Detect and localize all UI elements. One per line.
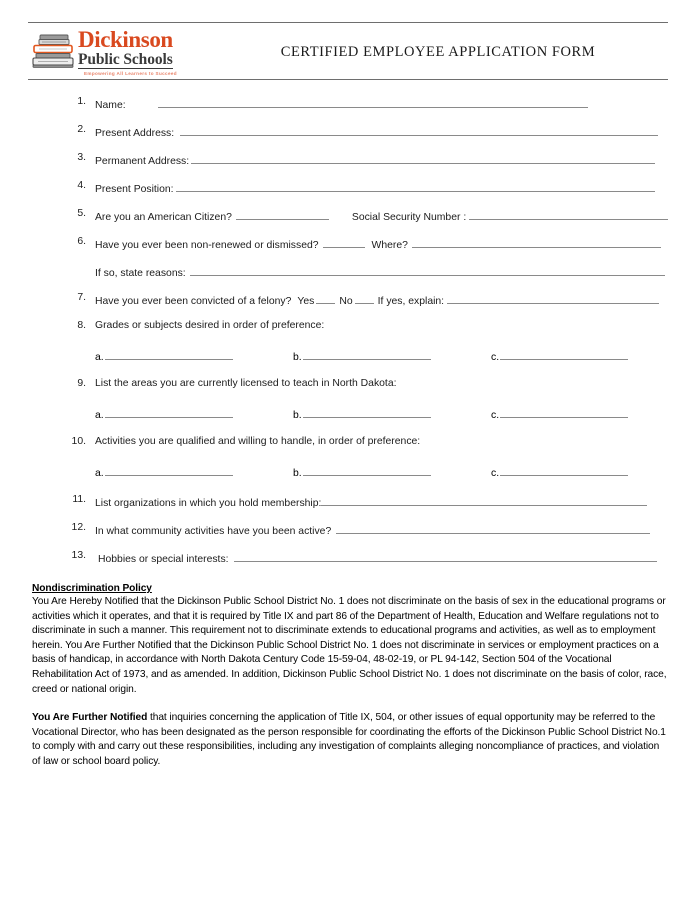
option-a-input-rule[interactable] <box>105 464 233 476</box>
felony-yes-label: Yes <box>297 296 315 307</box>
option-a: a. <box>95 406 234 421</box>
option-b: b. <box>293 348 432 363</box>
logo-tagline: Empowering All Learners to Succeed <box>84 71 177 76</box>
nonrenewed-input-rule[interactable] <box>323 236 365 248</box>
item-number: 4. <box>77 180 86 191</box>
felony-explain-input-rule[interactable] <box>447 292 659 304</box>
ssn-input-rule[interactable] <box>469 208 668 220</box>
activities-options <box>0 460 696 490</box>
form-row-felony <box>0 288 696 316</box>
name-input-rule[interactable] <box>158 96 588 108</box>
logo-wordmark <box>78 29 202 78</box>
item-label: Have you ever been convicted of a felony? Yes No If yes, explain: <box>95 292 660 307</box>
form-row-community-activities <box>0 518 696 546</box>
felony-no-checkbox-rule[interactable] <box>355 292 374 304</box>
form-row-activities-qualified <box>0 432 696 460</box>
application-form <box>0 92 696 574</box>
form-row-reasons <box>0 260 696 288</box>
option-a: a. <box>95 464 234 479</box>
item-number: 12. <box>71 522 86 533</box>
item-label: Have you ever been non-renewed or dismissed? Where? <box>95 236 662 251</box>
logo-line-dickinson: Dickinson <box>78 27 173 52</box>
form-row-citizenship <box>0 204 696 232</box>
option-c-input-rule[interactable] <box>500 348 628 360</box>
option-a-input-rule[interactable] <box>105 348 233 360</box>
option-c: c. <box>491 348 629 363</box>
option-a: a. <box>95 348 234 363</box>
policy-paragraph-2-rest: that inquiries concerning the application of Title IX, 504, or other issues of equal opportunity may be referred to the Vocational Director, who has been designated as the person responsible for coordinating the efforts of the Dickinson Public School District No.1 to comply with and carry out these responsibilities, including any investigation of complaints alleging noncompliance of practices, and violation of law or school board policy. <box>32 712 666 767</box>
item-number: 13. <box>71 550 86 561</box>
felony-yes-checkbox-rule[interactable] <box>316 292 335 304</box>
felony-no-label: No <box>339 296 353 307</box>
form-row-present-position <box>0 176 696 204</box>
organizations-input-rule[interactable] <box>321 494 647 506</box>
form-row-licensed-areas <box>0 374 696 402</box>
district-logo <box>30 29 202 77</box>
stacked-books-icon <box>30 33 78 71</box>
document-header <box>28 22 668 80</box>
item-number: 11. <box>72 494 86 505</box>
item-number: 7. <box>77 292 86 303</box>
item-number: 1. <box>77 96 86 107</box>
item-label: List organizations in which you hold membership: <box>95 494 648 509</box>
item-number: 9. <box>77 378 86 389</box>
option-b-input-rule[interactable] <box>303 348 431 360</box>
option-b: b. <box>293 464 432 479</box>
form-row-permanent-address <box>0 148 696 176</box>
option-c: c. <box>491 406 629 421</box>
form-row-nonrenewed <box>0 232 696 260</box>
option-b: b. <box>293 406 432 421</box>
form-row-present-address <box>0 120 696 148</box>
item-label: Grades or subjects desired in order of preference: <box>95 320 325 331</box>
where-input-rule[interactable] <box>412 236 661 248</box>
felony-explain-label: If yes, explain: <box>377 296 445 307</box>
ssn-label: Social Security Number : <box>351 212 467 223</box>
option-a-input-rule[interactable] <box>105 406 233 418</box>
option-b-input-rule[interactable] <box>303 464 431 476</box>
option-c: c. <box>491 464 629 479</box>
community-activities-input-rule[interactable] <box>336 522 650 534</box>
item-number: 10. <box>71 436 86 447</box>
policy-paragraph-2 <box>32 711 668 769</box>
item-number: 6. <box>77 236 86 247</box>
form-row-organizations <box>0 490 696 518</box>
item-number: 5. <box>77 208 86 219</box>
logo-line-public-schools: Public Schools <box>78 51 173 68</box>
item-label: Name: <box>95 96 589 111</box>
item-number: 3. <box>77 152 86 163</box>
item-number: 2. <box>77 124 86 135</box>
citizen-input-rule[interactable] <box>236 208 329 220</box>
option-c-input-rule[interactable] <box>500 464 628 476</box>
where-label: Where? <box>371 240 408 251</box>
grades-subjects-options <box>0 344 696 374</box>
nondiscrimination-policy-section <box>32 583 668 770</box>
item-label: If so, state reasons: <box>95 264 666 279</box>
form-row-grades-subjects <box>0 316 696 344</box>
item-label: List the areas you are currently licensed to teach in North Dakota: <box>95 378 397 389</box>
present-position-input-rule[interactable] <box>176 180 655 192</box>
item-label: Hobbies or special interests: <box>98 550 658 565</box>
item-label: Present Address: <box>95 124 659 139</box>
present-address-input-rule[interactable] <box>180 124 658 136</box>
hobbies-input-rule[interactable] <box>234 550 657 562</box>
permanent-address-input-rule[interactable] <box>191 152 655 164</box>
policy-paragraph-2-lead: You Are Further Notified <box>32 712 148 724</box>
item-number: 8. <box>77 320 86 331</box>
policy-heading: Nondiscrimination Policy <box>32 583 152 594</box>
form-row-hobbies <box>0 546 696 574</box>
form-row-name <box>0 92 696 120</box>
option-c-input-rule[interactable] <box>500 406 628 418</box>
page-title: CERTIFIED EMPLOYEE APPLICATION FORM <box>280 43 596 60</box>
policy-paragraph-1: You Are Hereby Notified that the Dickinson Public School District No. 1 does not discriminate on the basis of sex in the educational programs or activities which it operates, and that it is required by Title IX and part 86 of the Department of Health, Education and Welfare regulations not to discriminate in such a manner. This requirement not to discriminate extends to educational programs and activities, as well as to employment herein. You Are Further Notified that the Dickinson Public School District No. 1 does not discriminate in services or employment practices on a basis of handicap, in accordance with North Dakota Century Code 15-59-04, 48-02-19, or PL 94-142, Section 504 of the Vocational Rehabilitation Act of 1973, and as amended. In addition, Dickinson Public School District No. 1 does not discriminate on the basis of color, race, creed or national origin. <box>32 596 667 695</box>
reasons-input-rule[interactable] <box>190 264 665 276</box>
item-label: Activities you are qualified and willing to handle, in order of preference: <box>95 436 421 447</box>
item-label: Are you an American Citizen? Social Security Number : <box>95 208 669 223</box>
licensed-areas-options <box>0 402 696 432</box>
option-b-input-rule[interactable] <box>303 406 431 418</box>
item-label: In what community activities have you been active? <box>95 522 651 537</box>
item-label: Present Position: <box>95 180 656 195</box>
item-label: Permanent Address: <box>95 152 656 167</box>
